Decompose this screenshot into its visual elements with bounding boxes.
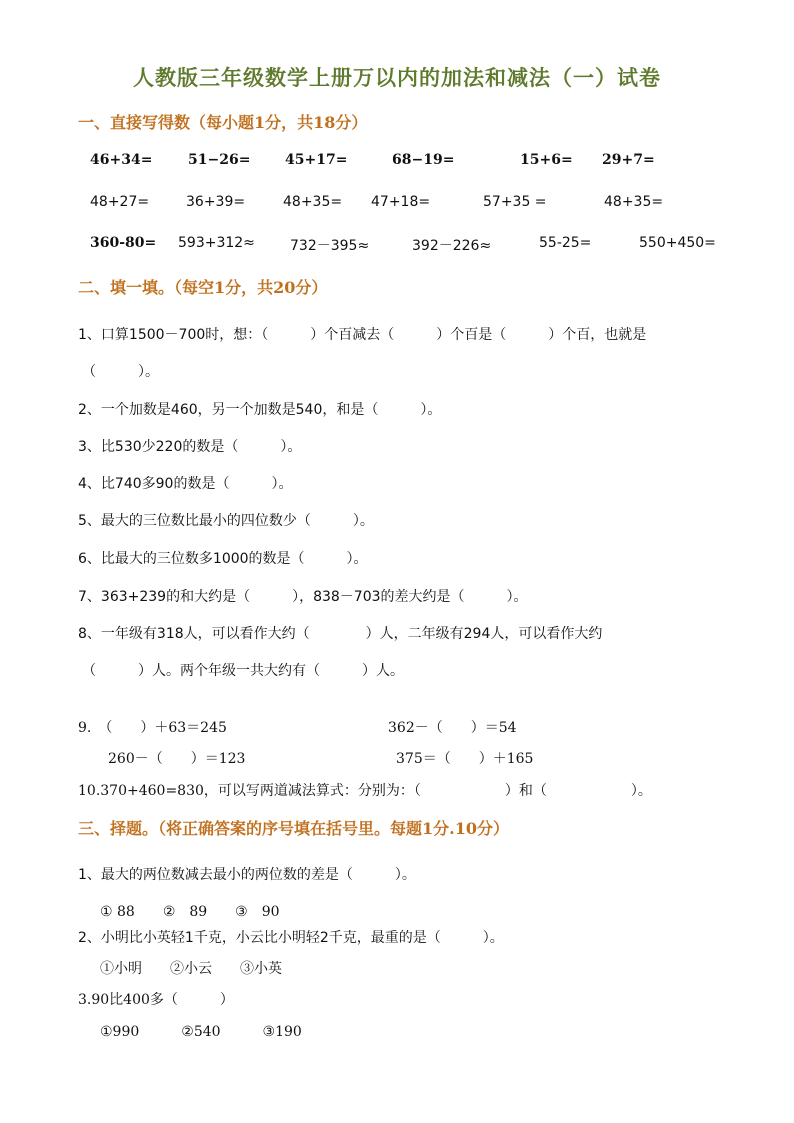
calc-item: 29+7=	[602, 152, 655, 168]
question-6: 6、比最大的三位数多1000的数是（ ）。	[78, 551, 368, 567]
choice-question-2-options: ①小明 ②小云 ③小英	[100, 961, 282, 977]
question-9c: 260－（ ）＝123	[108, 751, 246, 767]
choice-question-1: 1、最大的两位数减去最小的两位数的差是（ ）。	[78, 867, 416, 883]
question-3: 3、比530少220的数是（ ）。	[78, 439, 302, 455]
section-2-heading: 二、填一填。（每空1分，共20分）	[78, 278, 328, 297]
question-2: 2、一个加数是460，另一个加数是540，和是（ ）。	[78, 402, 442, 418]
question-10: 10.370+460=830，可以写两道减法算式：分别为：（ ）和（ ）。	[78, 783, 652, 799]
choice-question-1-options: ① 88 ② 89 ③ 90	[100, 904, 280, 920]
calc-item: 593+312≈	[178, 235, 255, 251]
calc-item: 48+35=	[604, 194, 664, 210]
calc-item: 36+39=	[186, 194, 246, 210]
question-1-cont: （ ）。	[82, 364, 159, 380]
question-9d: 375＝（ ）＋165	[396, 751, 534, 767]
calc-item: 48+27=	[90, 194, 150, 210]
section-3-heading: 三、择题。（将正确答案的序号填在括号里。每题1分.10分）	[78, 819, 509, 838]
choice-question-3: 3.90比400多（ ）	[78, 992, 234, 1008]
question-9b: 362－（ ）＝54	[388, 720, 517, 736]
calc-item: 48+35=	[283, 194, 343, 210]
calc-item: 550+450=	[639, 235, 716, 251]
calc-item: 46+34=	[90, 152, 153, 168]
question-5: 5、最大的三位数比最小的四位数少（ ）。	[78, 513, 374, 529]
calc-item: 55-25=	[539, 235, 592, 251]
calc-item: 45+17=	[285, 152, 348, 168]
calc-item: 47+18=	[371, 194, 431, 210]
calc-item: 57+35 =	[483, 194, 547, 210]
question-9a: 9. （ ）＋63＝245	[78, 720, 227, 736]
choice-question-3-options: ①990 ②540 ③190	[100, 1024, 302, 1040]
question-4: 4、比740多90的数是（ ）。	[78, 476, 293, 492]
choice-question-2: 2、小明比小英轻1千克，小云比小明轻2千克，最重的是（ ）。	[78, 930, 504, 946]
calc-item: 68−19=	[392, 152, 455, 168]
question-8-cont: （ ）人。两个年级一共大约有（ ）人。	[82, 663, 404, 679]
section-1-heading: 一、直接写得数（每小题1分，共18分）	[78, 113, 368, 132]
question-8: 8、一年级有318人，可以看作大约（ ）人，二年级有294人，可以看作大约	[78, 626, 603, 642]
calc-item: 392－226≈	[412, 238, 492, 254]
question-1: 1、口算1500－700时，想：（ ）个百减去（ ）个百是（ ）个百，也就是	[78, 327, 647, 343]
page-title: 人教版三年级数学上册万以内的加法和减法（一）试卷	[133, 65, 661, 90]
calc-item: 15+6=	[520, 152, 573, 168]
question-7: 7、363+239的和大约是（ ），838－703的差大约是（ ）。	[78, 589, 528, 605]
calc-item: 360-80=	[90, 235, 157, 251]
calc-item: 732－395≈	[290, 238, 370, 254]
calc-item: 51−26=	[188, 152, 251, 168]
